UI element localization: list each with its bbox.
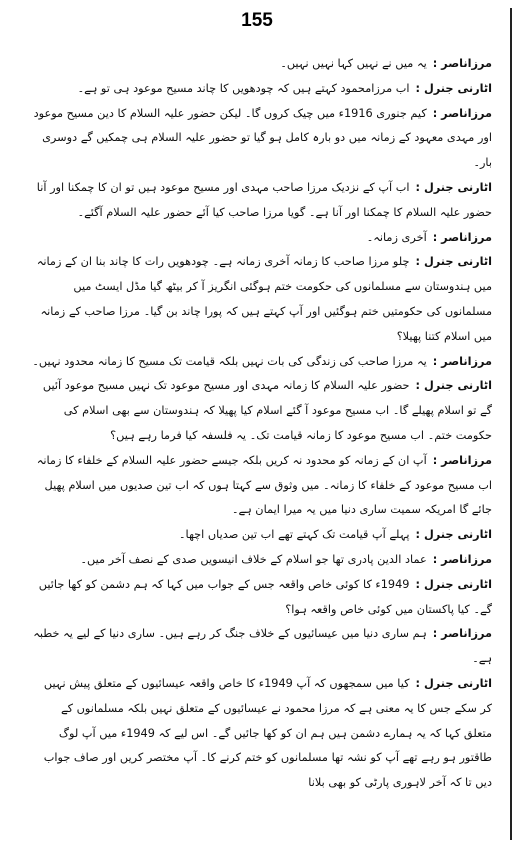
paragraph-text: یہ میں نے نہیں کہا نہیں نہیں۔ <box>280 57 427 70</box>
speaker-label: اٹارنی جنرل : <box>415 180 492 194</box>
transcript-paragraph <box>30 226 492 251</box>
page-edge-rule <box>510 8 512 840</box>
speaker-label: اٹارنی جنرل : <box>415 255 492 269</box>
speaker-label: اٹارنی جنرل : <box>415 379 492 393</box>
transcript-paragraph <box>30 176 492 226</box>
transcript-paragraph <box>30 622 492 672</box>
paragraph-text: عماد الدین پادری تھا جو اسلام کے خلاف انیسویں صدی کے نصف آخر میں۔ <box>80 552 427 566</box>
transcript-paragraph <box>30 573 492 623</box>
paragraph-text: کیم جنوری 1916ء میں چیک کروں گا۔ لیکن حضور علیہ السلام کا دین مسیح موعود اور مہدی معہود کے زمانہ میں دو بارہ کامل ہو گیا تو حضور علیہ السلام ہی چمکیں گے دوسری بار۔ <box>33 106 492 170</box>
transcript-paragraph <box>30 672 492 796</box>
paragraph-text: اب مرزامحمود کہتے ہیں کہ چودھویں کا چاند مسیح موعود ہی تو ہے۔ <box>77 81 410 95</box>
paragraph-text: آپ ان کے زمانہ کو محدود نہ کریں بلکہ جیسے حضور علیہ السلام کے خلفاء کا زمانہ اب مسیح موعود کے خلفاء کا زمانہ۔ میں وثوق سے کہتا ہوں کہ اب تین صدیوں میں اسلام پھیل جائے گا امریکہ سمیت ساری دنیا میں یہ میرا ایمان ہے۔ <box>36 453 492 517</box>
paragraph-text: 1949ء کا کوئی خاص واقعہ جس کے جواب میں کہا کہ ہم دشمن کو کھا جائیں گے۔ کیا پاکستان میں کوئی خاص واقعہ ہوا؟ <box>38 577 492 616</box>
speaker-label: اٹارنی جنرل : <box>415 676 492 690</box>
transcript-paragraph <box>30 102 492 176</box>
paragraph-text: آخری زمانہ۔ <box>366 230 427 244</box>
transcript-paragraph <box>30 523 492 548</box>
transcript-paragraph <box>30 52 492 77</box>
transcript-body <box>30 52 492 796</box>
transcript-paragraph <box>30 449 492 523</box>
speaker-label: مرزاناصر : <box>432 57 492 70</box>
speaker-label: مرزاناصر : <box>432 106 492 120</box>
paragraph-text: حضور علیہ السلام کا زمانہ مہدی اور مسیح موعود تک نہیں مسیح موعود آئیں گے تو اسلام پھیلے گا۔ اب مسیح موعود آ گئے اسلام کیا پھیلا کہ ہندوستان سے بھی اسلام کی حکومت ختم۔ اب مسیح موعود کا زمانہ قیامت تک۔ یہ فلسفہ کیا فرما رہے ہیں؟ <box>42 379 492 442</box>
paragraph-text: یہ مرزا صاحب کی زندگی کی بات نہیں بلکہ قیامت تک مسیح کا زمانہ محدود نہیں۔ <box>32 354 427 368</box>
transcript-paragraph <box>30 374 492 448</box>
speaker-label: مرزاناصر : <box>432 354 492 368</box>
speaker-label: مرزاناصر : <box>432 627 492 641</box>
page-number: 155 <box>241 10 273 31</box>
transcript-paragraph <box>30 548 492 573</box>
speaker-label: اٹارنی جنرل : <box>415 81 492 95</box>
paragraph-text: چلو مرزا صاحب کا زمانہ آخری زمانہ ہے۔ چودھویں رات کا چاند بنا ان کے زمانہ میں ہندوستان سے مسلمانوں کی حکومت ختم ہوگئی انگریز آ کر بیٹھ گیا مڈل ایسٹ میں مسلمانوں کی حکومتیں ختم ہوگئیں اور آپ کہتے ہیں کہ پورا چاند بن گیا۔ مرزا صاحب کے زمانہ میں اسلام کتنا پھیلا؟ <box>36 255 492 343</box>
speaker-label: مرزاناصر : <box>432 552 492 566</box>
speaker-label: اٹارنی جنرل : <box>415 528 492 542</box>
transcript-paragraph <box>30 250 492 349</box>
paragraph-text: اب آپ کے نزدیک مرزا صاحب مہدی اور مسیح موعود ہیں تو ان کا چمکنا اور آنا حضور علیہ السلام کا چمکنا اور آنا ہے۔ گویا مرزا صاحب کیا آئے حضور علیہ السلام آگئے۔ <box>36 180 492 219</box>
speaker-label: مرزاناصر : <box>432 453 492 467</box>
speaker-label: مرزاناصر : <box>432 230 492 244</box>
paragraph-text: پہلے آپ قیامت تک کہتے تھے اب تین صدیاں اچھا۔ <box>178 528 410 542</box>
paragraph-text: ہم ساری دنیا میں عیسائیوں کے خلاف جنگ کر رہے ہیں۔ ساری دنیا کے لیے یہ خطبہ ہے۔ <box>33 627 492 666</box>
transcript-paragraph <box>30 77 492 102</box>
transcript-paragraph <box>30 350 492 375</box>
paragraph-text: کیا میں سمجھوں کہ آپ 1949ء کا خاص واقعہ عیسائیوں کے متعلق پیش نہیں کر سکے جس کا یہ معنی ہے کہ مرزا محمود نے عیسائیوں کے متعلق نہیں بلکہ مسلمانوں کے متعلق کہا کہ یہ ہمارے دشمن ہیں ہم ان کو کھا جائیں گے۔ اس لیے کہ 1949ء میں آپ لوگ طاقتور ہو رہے تھے آپ کو نشہ تھا مسلمانوں کو ختم کرنے کا۔ آپ مختصر کریں اور صاف جواب دیں تا کہ آخر لاہوری پارٹی کو بھی بلانا <box>43 676 492 790</box>
speaker-label: اٹارنی جنرل : <box>415 577 492 591</box>
